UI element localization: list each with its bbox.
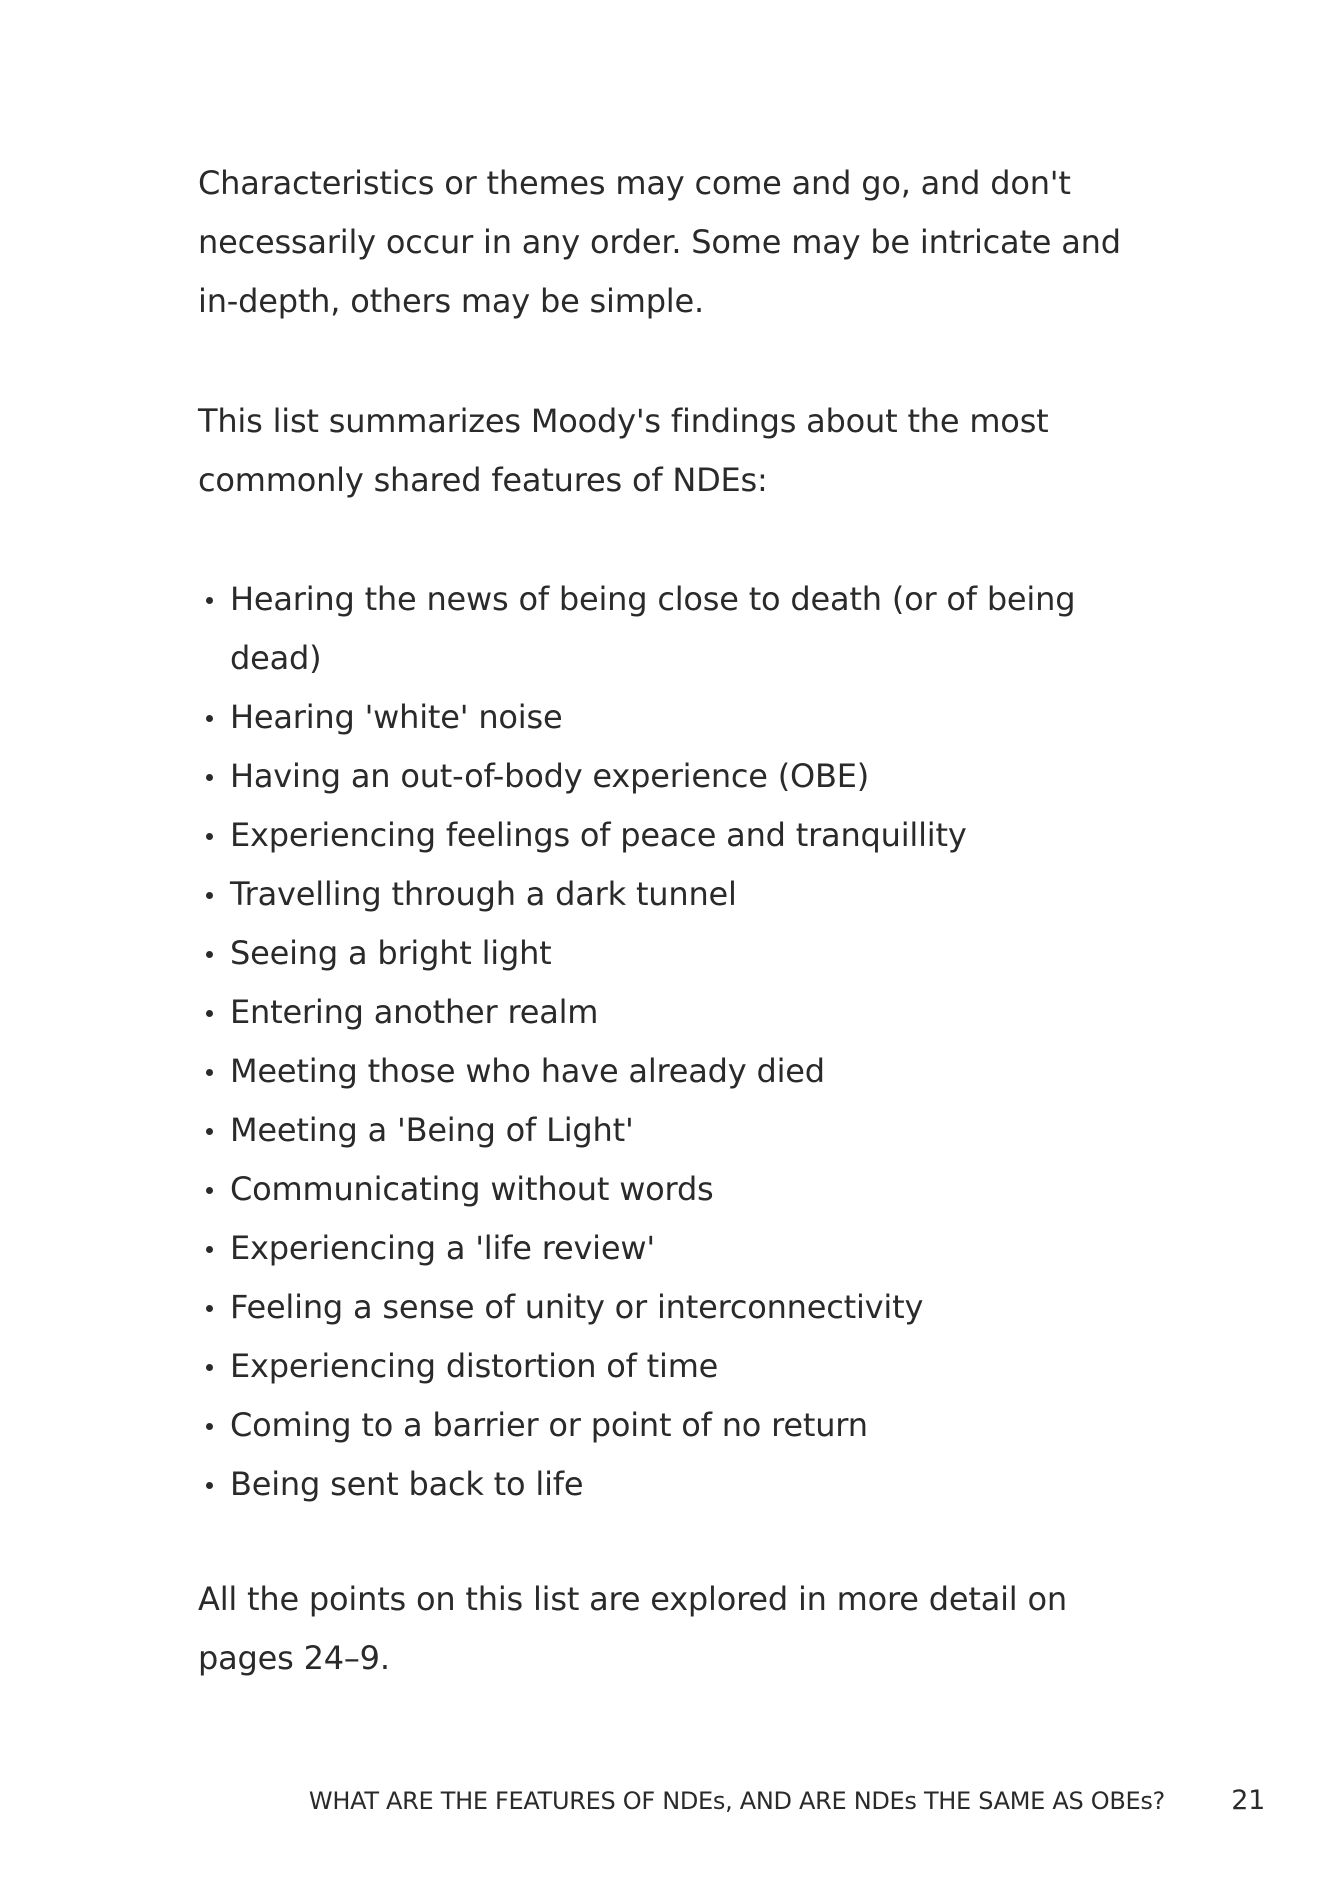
list-item: Feeling a sense of unity or interconnectivity bbox=[198, 1278, 1158, 1337]
intro-paragraph: Characteristics or themes may come and go, and don't necessarily occur in any order. Some may be intricate and in-depth, others may be simple. bbox=[198, 164, 1121, 320]
bullet-icon bbox=[206, 892, 213, 899]
bullet-icon bbox=[206, 833, 213, 840]
list-item: Experiencing feelings of peace and tranquillity bbox=[198, 806, 1158, 865]
list-item: Being sent back to life bbox=[198, 1455, 1158, 1514]
bullet-icon bbox=[206, 1128, 213, 1135]
bullet-icon bbox=[206, 1423, 213, 1430]
list-item: Having an out-of-body experience (OBE) bbox=[198, 747, 1158, 806]
list-item: Experiencing distortion of time bbox=[198, 1337, 1158, 1396]
bullet-icon bbox=[206, 715, 213, 722]
bullet-icon bbox=[206, 1364, 213, 1371]
list-item: Travelling through a dark tunnel bbox=[198, 865, 1158, 924]
bullet-icon bbox=[206, 1187, 213, 1194]
bullet-icon bbox=[206, 1010, 213, 1017]
list-item: Communicating without words bbox=[198, 1160, 1158, 1219]
bullet-icon bbox=[206, 774, 213, 781]
list-item: Entering another realm bbox=[198, 983, 1158, 1042]
list-item: Hearing the news of being close to death (or of being dead) bbox=[198, 570, 1158, 688]
bullet-icon bbox=[206, 951, 213, 958]
bullet-icon bbox=[206, 597, 213, 604]
list-item: Seeing a bright light bbox=[198, 924, 1158, 983]
summary-paragraph: This list summarizes Moody's findings about the most commonly shared features of NDEs: bbox=[198, 402, 1049, 499]
list-item: Hearing 'white' noise bbox=[198, 688, 1158, 747]
bullet-icon bbox=[206, 1069, 213, 1076]
running-head: WHAT ARE THE FEATURES OF NDEs, AND ARE NDEs THE SAME AS OBEs? bbox=[308, 1787, 1165, 1815]
list-item: Coming to a barrier or point of no return bbox=[198, 1396, 1158, 1455]
bullet-icon bbox=[206, 1305, 213, 1312]
list-item: Experiencing a 'life review' bbox=[198, 1219, 1158, 1278]
features-list bbox=[198, 570, 1158, 1514]
list-item: Meeting a 'Being of Light' bbox=[198, 1101, 1158, 1160]
closing-paragraph: All the points on this list are explored in more detail on pages 24–9. bbox=[198, 1580, 1067, 1677]
page-footer bbox=[0, 1783, 1317, 1819]
bullet-icon bbox=[206, 1246, 213, 1253]
bullet-icon bbox=[206, 1482, 213, 1489]
page-number: 21 bbox=[1231, 1785, 1265, 1816]
list-item: Meeting those who have already died bbox=[198, 1042, 1158, 1101]
